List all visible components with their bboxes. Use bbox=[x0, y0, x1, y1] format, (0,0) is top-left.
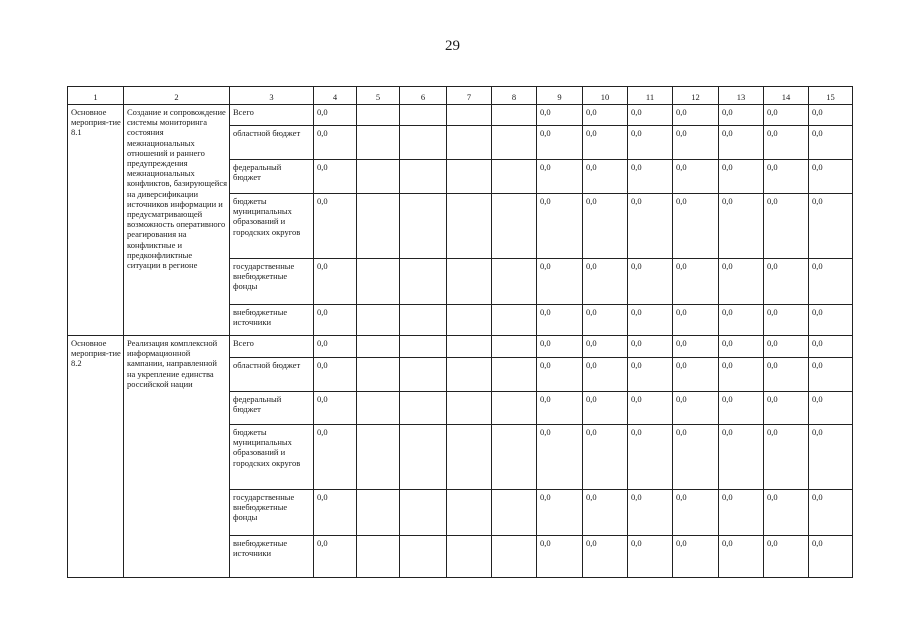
amount-cell: 0,0 bbox=[314, 160, 357, 194]
amount-cell bbox=[492, 160, 537, 194]
amount-cell: 0,0 bbox=[764, 490, 809, 536]
amount-cell: 0,0 bbox=[809, 194, 853, 259]
column-header: 4 bbox=[314, 87, 357, 105]
amount-cell: 0,0 bbox=[809, 490, 853, 536]
amount-cell: 0,0 bbox=[314, 126, 357, 160]
amount-cell: 0,0 bbox=[537, 160, 583, 194]
column-header: 13 bbox=[719, 87, 764, 105]
funding-source: Всего bbox=[230, 336, 314, 358]
amount-cell: 0,0 bbox=[719, 259, 764, 305]
amount-cell: 0,0 bbox=[628, 490, 673, 536]
amount-cell: 0,0 bbox=[583, 358, 628, 392]
amount-cell bbox=[357, 358, 400, 392]
amount-cell: 0,0 bbox=[537, 358, 583, 392]
amount-cell: 0,0 bbox=[314, 259, 357, 305]
amount-cell: 0,0 bbox=[809, 358, 853, 392]
amount-cell: 0,0 bbox=[314, 536, 357, 578]
amount-cell: 0,0 bbox=[673, 305, 719, 336]
amount-cell: 0,0 bbox=[719, 336, 764, 358]
amount-cell bbox=[357, 305, 400, 336]
amount-cell: 0,0 bbox=[314, 105, 357, 126]
amount-cell: 0,0 bbox=[314, 358, 357, 392]
amount-cell: 0,0 bbox=[764, 336, 809, 358]
amount-cell: 0,0 bbox=[719, 126, 764, 160]
amount-cell: 0,0 bbox=[583, 536, 628, 578]
funding-source: областной бюджет bbox=[230, 126, 314, 160]
amount-cell: 0,0 bbox=[628, 194, 673, 259]
amount-cell: 0,0 bbox=[673, 336, 719, 358]
amount-cell bbox=[400, 126, 447, 160]
amount-cell: 0,0 bbox=[583, 160, 628, 194]
amount-cell: 0,0 bbox=[673, 536, 719, 578]
amount-cell: 0,0 bbox=[719, 536, 764, 578]
amount-cell: 0,0 bbox=[583, 490, 628, 536]
amount-cell: 0,0 bbox=[809, 160, 853, 194]
amount-cell: 0,0 bbox=[537, 392, 583, 425]
amount-cell: 0,0 bbox=[764, 392, 809, 425]
funding-source: Всего bbox=[230, 105, 314, 126]
amount-cell bbox=[447, 126, 492, 160]
amount-cell: 0,0 bbox=[719, 425, 764, 490]
amount-cell: 0,0 bbox=[537, 305, 583, 336]
amount-cell bbox=[400, 336, 447, 358]
amount-cell: 0,0 bbox=[764, 305, 809, 336]
column-header: 11 bbox=[628, 87, 673, 105]
table-body bbox=[68, 105, 853, 578]
amount-cell bbox=[357, 536, 400, 578]
amount-cell: 0,0 bbox=[809, 259, 853, 305]
amount-cell bbox=[400, 259, 447, 305]
amount-cell bbox=[447, 160, 492, 194]
amount-cell: 0,0 bbox=[809, 126, 853, 160]
amount-cell bbox=[357, 336, 400, 358]
amount-cell: 0,0 bbox=[719, 358, 764, 392]
amount-cell: 0,0 bbox=[537, 425, 583, 490]
amount-cell: 0,0 bbox=[583, 126, 628, 160]
amount-cell: 0,0 bbox=[673, 358, 719, 392]
amount-cell bbox=[492, 336, 537, 358]
column-header: 8 bbox=[492, 87, 537, 105]
amount-cell bbox=[400, 358, 447, 392]
amount-cell bbox=[492, 305, 537, 336]
amount-cell: 0,0 bbox=[673, 259, 719, 305]
amount-cell: 0,0 bbox=[673, 126, 719, 160]
amount-cell bbox=[492, 105, 537, 126]
amount-cell: 0,0 bbox=[583, 105, 628, 126]
column-header: 10 bbox=[583, 87, 628, 105]
measure-code: Основное мероприя-тие 8.1 bbox=[68, 105, 124, 336]
amount-cell bbox=[492, 194, 537, 259]
budget-table bbox=[67, 86, 853, 578]
amount-cell: 0,0 bbox=[314, 194, 357, 259]
table-row bbox=[68, 336, 853, 358]
amount-cell bbox=[492, 259, 537, 305]
amount-cell bbox=[357, 194, 400, 259]
amount-cell bbox=[357, 425, 400, 490]
column-header: 1 bbox=[68, 87, 124, 105]
amount-cell: 0,0 bbox=[809, 392, 853, 425]
column-number-row bbox=[68, 87, 853, 105]
amount-cell: 0,0 bbox=[583, 259, 628, 305]
amount-cell: 0,0 bbox=[314, 425, 357, 490]
funding-source: государственные внебюджетные фонды bbox=[230, 490, 314, 536]
amount-cell bbox=[357, 105, 400, 126]
column-header: 15 bbox=[809, 87, 853, 105]
amount-cell: 0,0 bbox=[764, 126, 809, 160]
amount-cell: 0,0 bbox=[628, 392, 673, 425]
amount-cell bbox=[492, 490, 537, 536]
amount-cell: 0,0 bbox=[764, 105, 809, 126]
measure-description: Реализация комплексной информационной кампании, направленной на укрепление единства российской нации bbox=[124, 336, 230, 578]
amount-cell bbox=[400, 105, 447, 126]
measure-code: Основное мероприя-тие 8.2 bbox=[68, 336, 124, 578]
amount-cell: 0,0 bbox=[673, 105, 719, 126]
amount-cell bbox=[357, 490, 400, 536]
amount-cell: 0,0 bbox=[628, 305, 673, 336]
amount-cell: 0,0 bbox=[583, 425, 628, 490]
amount-cell: 0,0 bbox=[628, 425, 673, 490]
amount-cell: 0,0 bbox=[628, 336, 673, 358]
amount-cell bbox=[447, 536, 492, 578]
column-header: 7 bbox=[447, 87, 492, 105]
funding-source: федеральный бюджет bbox=[230, 392, 314, 425]
amount-cell bbox=[400, 425, 447, 490]
amount-cell: 0,0 bbox=[537, 105, 583, 126]
amount-cell: 0,0 bbox=[719, 160, 764, 194]
column-header: 9 bbox=[537, 87, 583, 105]
amount-cell bbox=[400, 194, 447, 259]
amount-cell bbox=[400, 305, 447, 336]
amount-cell bbox=[447, 358, 492, 392]
table-row bbox=[68, 105, 853, 126]
amount-cell: 0,0 bbox=[628, 160, 673, 194]
amount-cell: 0,0 bbox=[673, 160, 719, 194]
amount-cell: 0,0 bbox=[809, 305, 853, 336]
column-header: 3 bbox=[230, 87, 314, 105]
amount-cell: 0,0 bbox=[314, 392, 357, 425]
amount-cell bbox=[357, 126, 400, 160]
funding-source: областной бюджет bbox=[230, 358, 314, 392]
amount-cell: 0,0 bbox=[673, 392, 719, 425]
amount-cell: 0,0 bbox=[719, 490, 764, 536]
amount-cell: 0,0 bbox=[537, 490, 583, 536]
amount-cell: 0,0 bbox=[583, 194, 628, 259]
funding-source: федеральный бюджет bbox=[230, 160, 314, 194]
amount-cell bbox=[447, 194, 492, 259]
amount-cell: 0,0 bbox=[314, 336, 357, 358]
amount-cell: 0,0 bbox=[719, 392, 764, 425]
amount-cell bbox=[400, 536, 447, 578]
amount-cell: 0,0 bbox=[537, 126, 583, 160]
amount-cell: 0,0 bbox=[673, 490, 719, 536]
amount-cell: 0,0 bbox=[628, 126, 673, 160]
column-header: 6 bbox=[400, 87, 447, 105]
amount-cell: 0,0 bbox=[628, 536, 673, 578]
amount-cell: 0,0 bbox=[809, 536, 853, 578]
amount-cell bbox=[447, 305, 492, 336]
amount-cell: 0,0 bbox=[628, 259, 673, 305]
amount-cell bbox=[400, 392, 447, 425]
amount-cell: 0,0 bbox=[537, 336, 583, 358]
amount-cell bbox=[492, 126, 537, 160]
funding-source: внебюджетные источники bbox=[230, 536, 314, 578]
amount-cell bbox=[400, 160, 447, 194]
amount-cell: 0,0 bbox=[628, 105, 673, 126]
amount-cell: 0,0 bbox=[764, 425, 809, 490]
amount-cell: 0,0 bbox=[673, 425, 719, 490]
amount-cell bbox=[447, 392, 492, 425]
amount-cell: 0,0 bbox=[764, 259, 809, 305]
amount-cell: 0,0 bbox=[583, 392, 628, 425]
amount-cell: 0,0 bbox=[537, 536, 583, 578]
amount-cell: 0,0 bbox=[537, 259, 583, 305]
amount-cell bbox=[492, 392, 537, 425]
amount-cell: 0,0 bbox=[764, 536, 809, 578]
column-header: 12 bbox=[673, 87, 719, 105]
amount-cell: 0,0 bbox=[809, 336, 853, 358]
amount-cell: 0,0 bbox=[314, 490, 357, 536]
amount-cell bbox=[492, 425, 537, 490]
amount-cell bbox=[447, 259, 492, 305]
amount-cell bbox=[447, 490, 492, 536]
amount-cell bbox=[492, 358, 537, 392]
column-header: 5 bbox=[357, 87, 400, 105]
amount-cell: 0,0 bbox=[764, 194, 809, 259]
funding-source: бюджеты муниципальных образований и городских округов bbox=[230, 425, 314, 490]
amount-cell bbox=[357, 259, 400, 305]
amount-cell: 0,0 bbox=[583, 336, 628, 358]
amount-cell bbox=[357, 160, 400, 194]
amount-cell bbox=[400, 490, 447, 536]
amount-cell bbox=[447, 105, 492, 126]
measure-description: Создание и сопровождение системы мониторинга состояния межнациональных отношений и раннего предупреждения межнациональных конфликтов, базирующейся на диверсификации источников информации и предусматривающей возможность оперативного реагирования на конфликтные и предконфликтные ситуации в регионе bbox=[124, 105, 230, 336]
amount-cell: 0,0 bbox=[719, 305, 764, 336]
amount-cell bbox=[492, 536, 537, 578]
amount-cell bbox=[357, 392, 400, 425]
amount-cell: 0,0 bbox=[719, 105, 764, 126]
amount-cell: 0,0 bbox=[764, 358, 809, 392]
amount-cell: 0,0 bbox=[628, 358, 673, 392]
funding-source: внебюджетные источники bbox=[230, 305, 314, 336]
amount-cell: 0,0 bbox=[809, 425, 853, 490]
amount-cell: 0,0 bbox=[809, 105, 853, 126]
column-header: 2 bbox=[124, 87, 230, 105]
amount-cell: 0,0 bbox=[673, 194, 719, 259]
amount-cell: 0,0 bbox=[764, 160, 809, 194]
column-header: 14 bbox=[764, 87, 809, 105]
amount-cell: 0,0 bbox=[537, 194, 583, 259]
page-number: 29 bbox=[445, 38, 460, 54]
amount-cell bbox=[447, 336, 492, 358]
amount-cell: 0,0 bbox=[583, 305, 628, 336]
amount-cell: 0,0 bbox=[719, 194, 764, 259]
amount-cell: 0,0 bbox=[314, 305, 357, 336]
amount-cell bbox=[447, 425, 492, 490]
funding-source: бюджеты муниципальных образований и городских округов bbox=[230, 194, 314, 259]
funding-source: государственные внебюджетные фонды bbox=[230, 259, 314, 305]
